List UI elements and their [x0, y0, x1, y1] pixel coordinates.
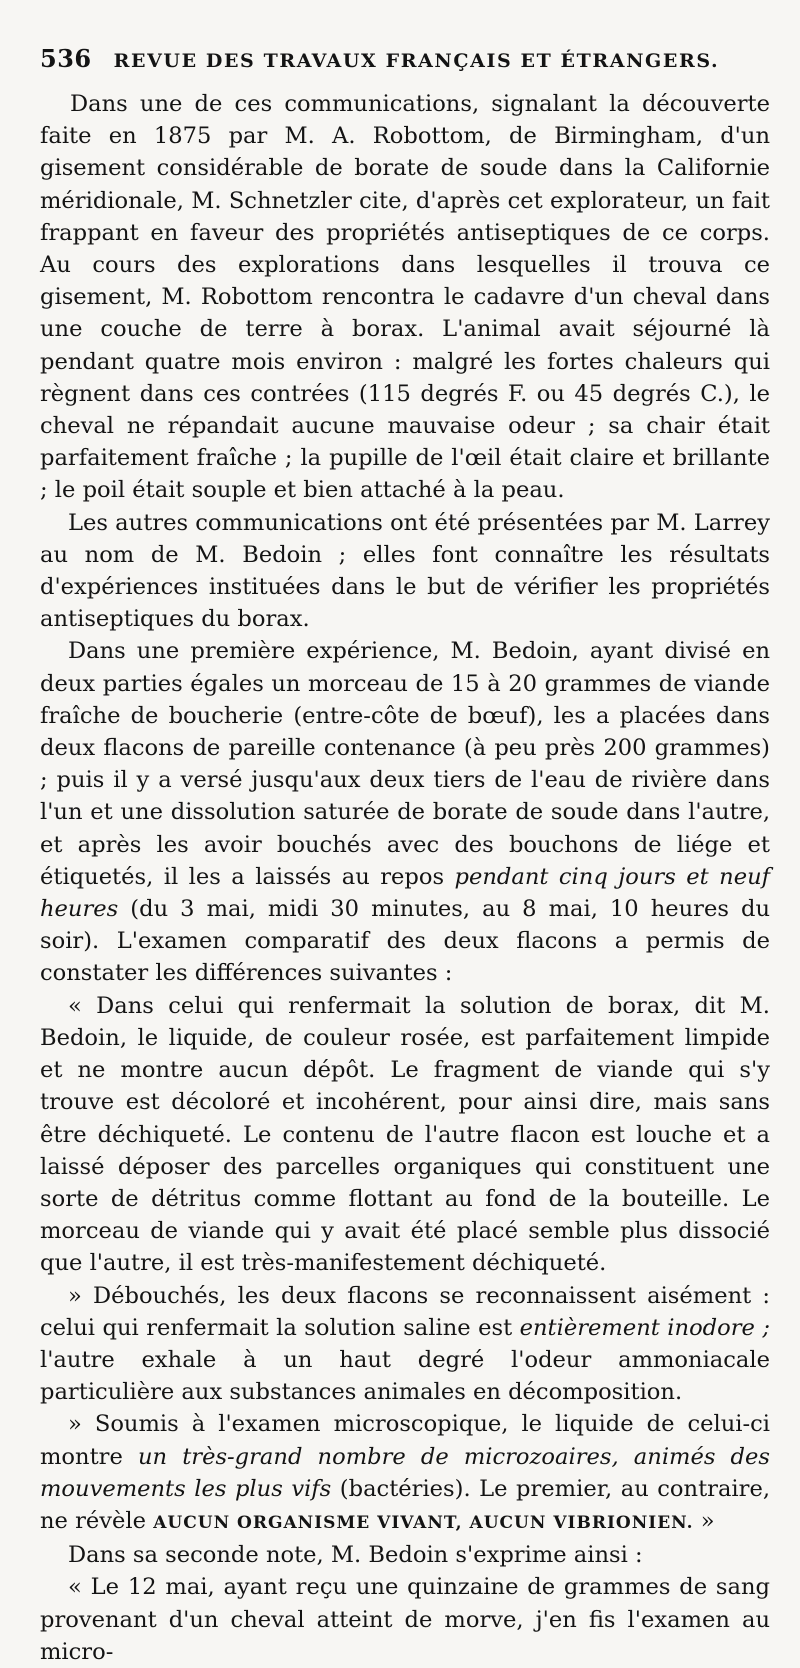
paragraph-6: [40, 1408, 770, 1539]
paragraph-5-italic: entièrement inodore ;: [519, 1314, 770, 1341]
running-title: REVUE DES TRAVAUX FRANÇAIS ET ÉTRANGERS.: [113, 50, 720, 72]
paragraph-6-text-c: »: [700, 1507, 715, 1534]
paragraph-5-text-b: l'autre exhale à un haut degré l'odeur ammoniacale particulière aux substances animales en décomposition.: [40, 1346, 770, 1406]
paragraph-7: Dans sa seconde note, M. Bedoin s'exprime ainsi :: [68, 1542, 643, 1569]
paragraph-6-smallcaps: AUCUN ORGANISME VIVANT, AUCUN VIBRIONIEN.: [153, 1512, 694, 1533]
paragraph-2: Les autres communications ont été présentées par M. Larrey au nom de M. Bedoin ; elles font connaître les résultats d'expériences instituées dans le but de vérifier les propriétés antiseptiques du borax.: [40, 509, 770, 633]
paragraph-4: « Dans celui qui renfermait la solution de borax, dit M. Bedoin, le liquide, de couleur rosée, est parfaitement limpide et ne montre aucun dépôt. Le fragment de viande qui s'y trouve est décoloré et incohérent, pour ainsi dire, mais sans être déchiqueté. Le contenu de l'autre flacon est louche et a laissé déposer des parcelles organiques qui constituent une sorte de détritus comme flottant au fond de la bouteille. Le morceau de viande qui y avait été placé semble plus dissocié que l'autre, il est très-manifestement déchiqueté.: [40, 992, 770, 1277]
paragraph-6-text-b: (bactéries). Le premier, au contraire, ne révèle: [40, 1475, 770, 1534]
body-text: [40, 88, 770, 1668]
paragraph-5: [40, 1280, 770, 1409]
paragraph-8: « Le 12 mai, ayant reçu une quinzaine de grammes de sang provenant d'un cheval atteint de morve, j'en fis l'examen au micro-: [40, 1574, 770, 1665]
page-number: 536: [40, 44, 92, 73]
paragraph-3-italic: pendant cinq jours et neuf heures: [40, 863, 770, 923]
paragraph-3-text-b: (du 3 mai, midi 30 minutes, au 8 mai, 10 heures du soir). L'examen comparatif des deux flacons a permis de constater les différences suivantes :: [40, 896, 771, 987]
page-header: [40, 44, 770, 73]
paragraph-3: [40, 635, 770, 989]
paragraph-6-text-a: » Soumis à l'examen microscopique, le liquide de celui-ci montre: [40, 1411, 770, 1470]
paragraph-6-italic: un très-grand nombre de microzoaires, animés des mouvements les plus vifs: [40, 1443, 770, 1502]
paragraph-1: Dans une de ces communications, signalant la découverte faite en 1875 par M. A. Robottom, de Birmingham, d'un gisement considérable de borate de soude dans la Californie méridionale, M. Schnetzler cite, d'après cet explorateur, un fait frappant en faveur des propriétés antiseptiques de ce corps. Au cours des explorations dans lesquelles il trouva ce gisement, M. Robottom rencontra le cadavre d'un cheval dans une couche de terre à borax. L'animal avait séjourné là pendant quatre mois environ : malgré les fortes chaleurs qui règnent dans ces contrées (115 degrés F. ou 45 degrés C.), le cheval ne répandait aucune mauvaise odeur ; sa chair était parfaitement fraîche ; la pupille de l'œil était claire et brillante ; le poil était souple et bien attaché à la peau.: [40, 91, 770, 504]
paragraph-5-text-a: » Débouchés, les deux flacons se reconnaissent aisément : celui qui renfermait la solution saline est: [40, 1282, 770, 1341]
paragraph-3-text-a: Dans une première expérience, M. Bedoin, ayant divisé en deux parties égales un morceau de 15 à 20 grammes de viande fraîche de boucherie (entre-côte de bœuf), les a placées dans deux flacons de pareille contenance (à peu près 200 grammes) ; puis il y a versé jusqu'aux deux tiers de l'eau de rivière dans l'un et une dissolution saturée de borate de soude dans l'autre, et après les avoir bouchés avec des bouchons de liége et étiquetés, il les a laissés au repos: [40, 638, 770, 890]
